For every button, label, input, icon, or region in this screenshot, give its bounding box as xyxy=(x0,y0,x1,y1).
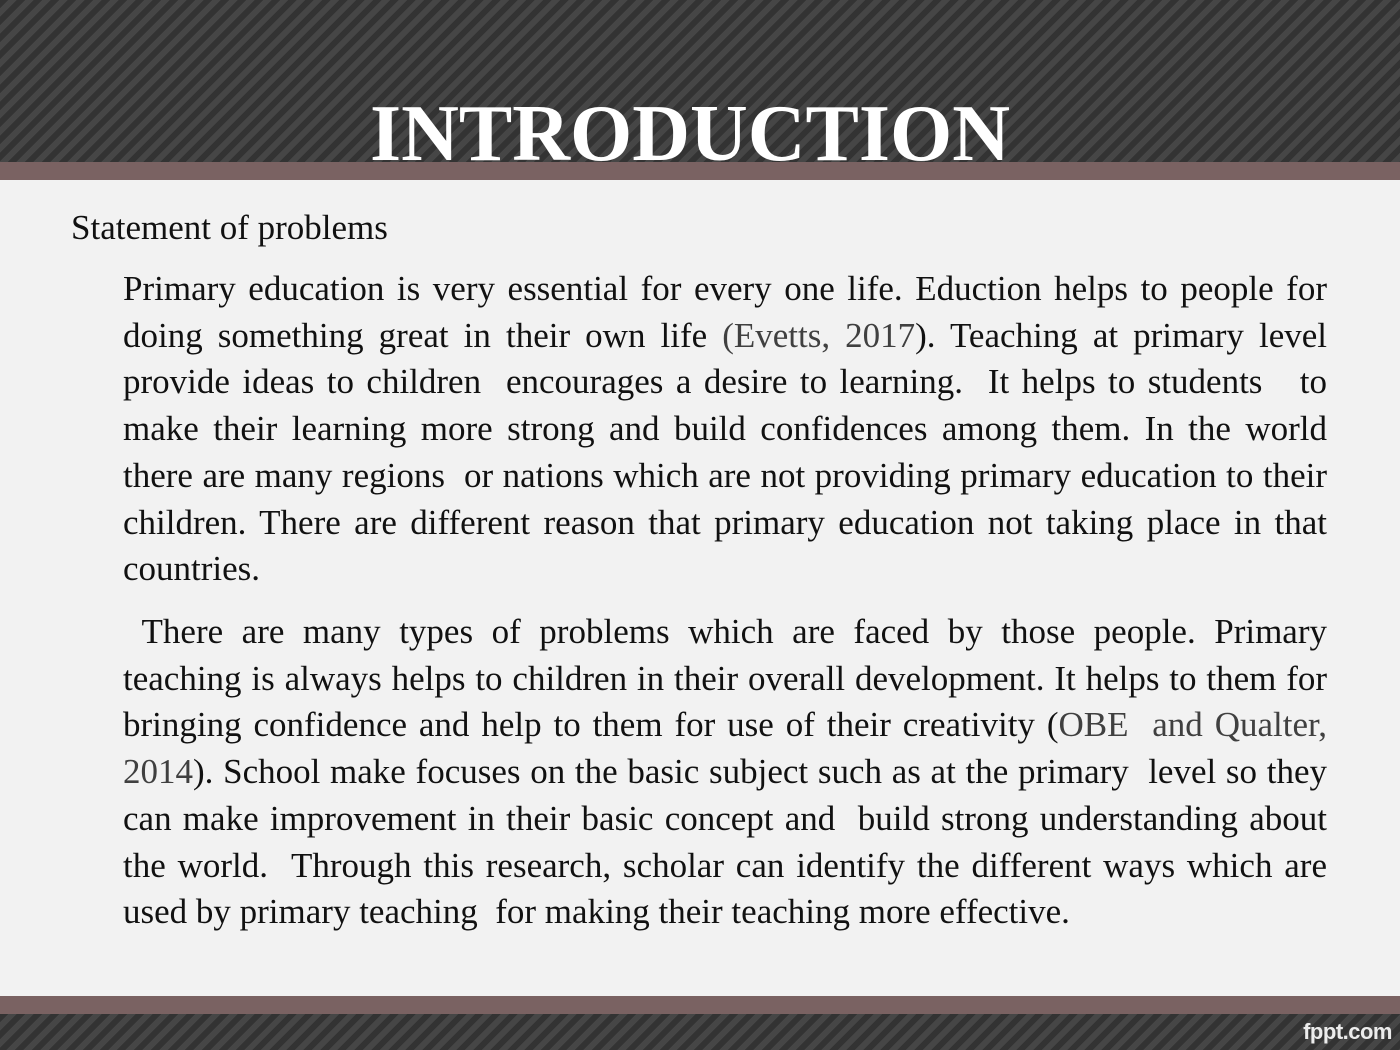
section-heading: Statement of problems xyxy=(71,208,388,247)
citation-evetts: (Evetts, 2017 xyxy=(722,315,916,355)
paragraph-2-text-b: ). School make focuses on the basic subject such as at the primary level so they can make improvement in their basic concept and build strong understanding about the world. Through this research, scholar can identify the different ways which are used by primary teaching for making their teaching more effective. xyxy=(123,752,1336,932)
footer-divider xyxy=(0,996,1400,1014)
paragraph-1-text-a: Primary education is very essential for every one life. Eduction helps to people for doing something great in their own life xyxy=(123,269,1336,355)
paragraph-1-text-b: ). Teaching at primary level provide ideas to children encourages a desire to learning. It helps to students to make their learning more strong and build confidences among them. In the world there are many regions or nations which are not providing primary education to their children. There are different reason that primary education not taking place in that countries. xyxy=(123,315,1345,589)
citation-obe-qualter: OBE and Qualter, 2014 xyxy=(123,705,1336,792)
paragraph-1 xyxy=(123,266,1345,593)
brand-watermark: fppt.com xyxy=(1303,1019,1392,1044)
slide-content xyxy=(0,180,1400,996)
paragraph-2-text-a: There are many types of problems which are faced by those people. Primary teaching is always helps to children in their overall development. It helps to them for bringing confidence and help to them for use of their creativity ( xyxy=(123,612,1336,745)
paragraph-2 xyxy=(123,609,1336,936)
slide-title: INTRODUCTION xyxy=(369,90,1011,178)
footer-band xyxy=(0,1014,1400,1050)
